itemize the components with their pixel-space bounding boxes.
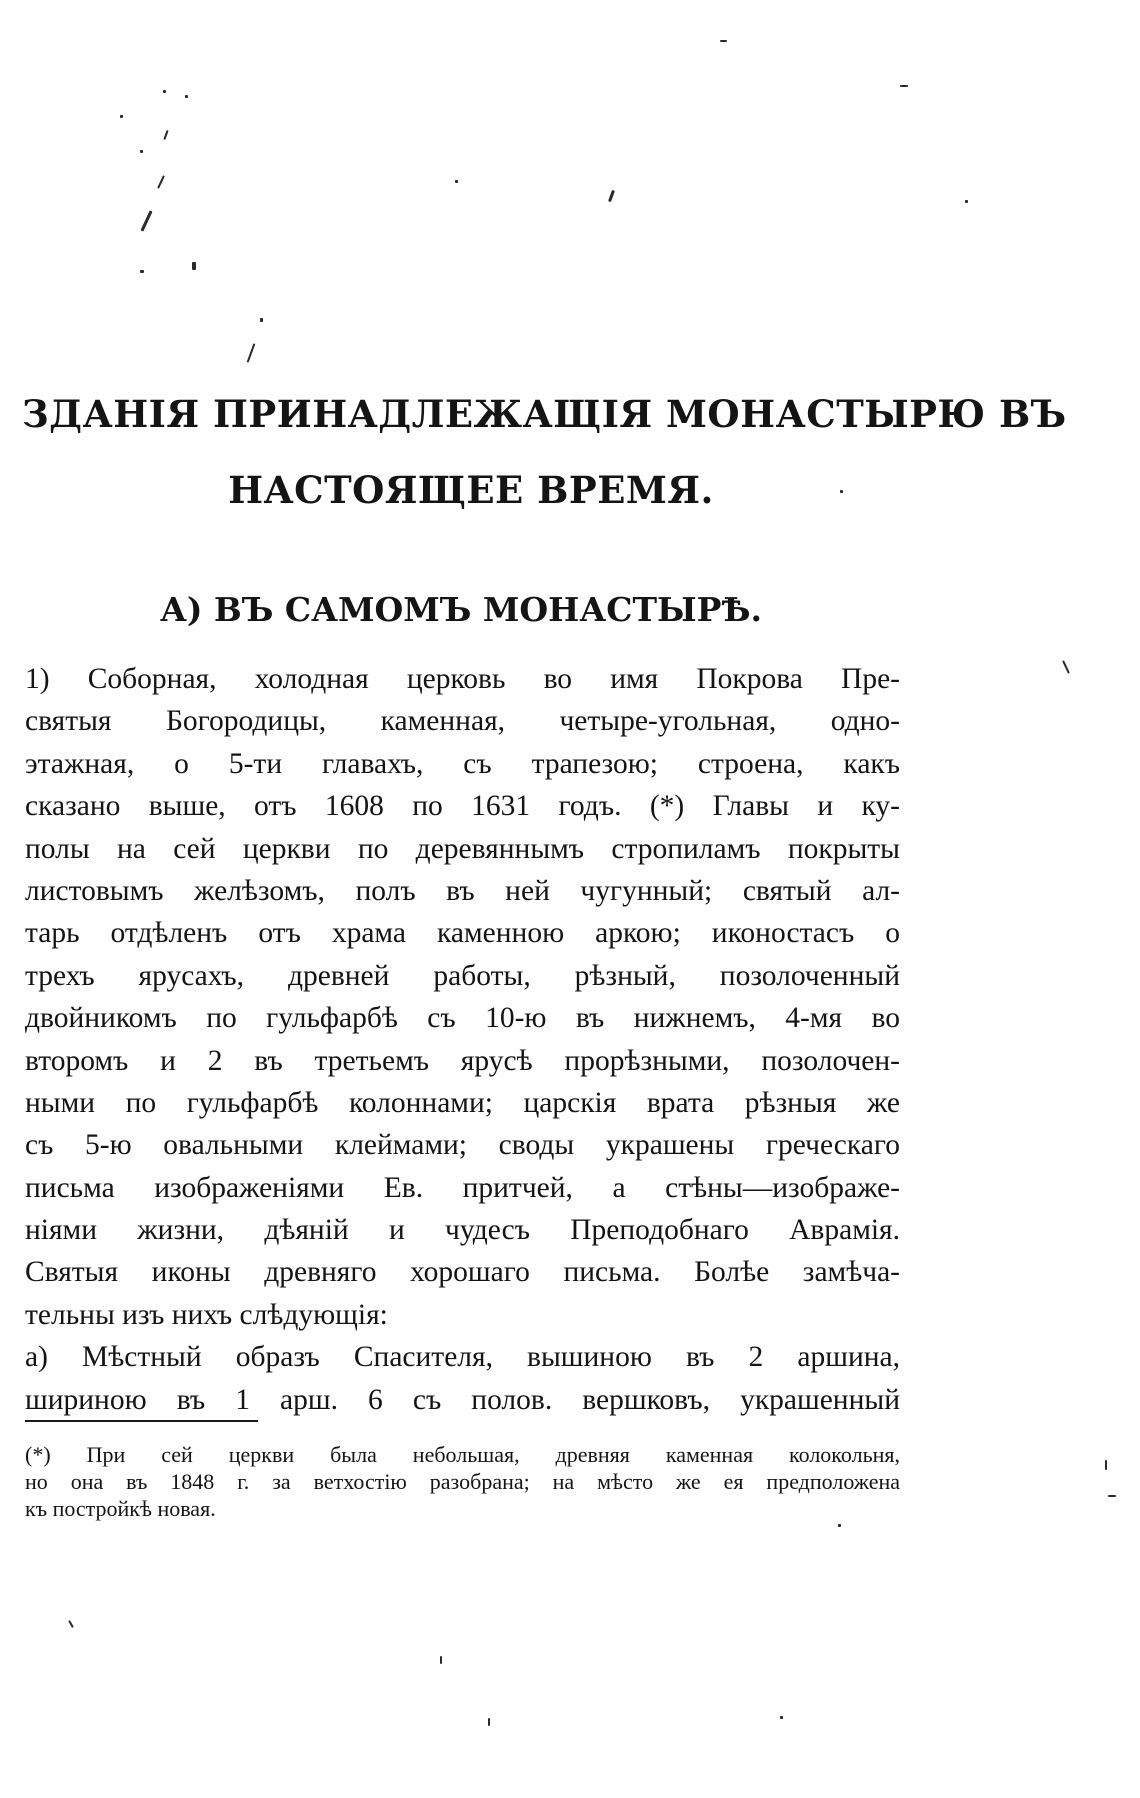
body-line: ніями жизни, дѣяній и чудесъ Преподобнаго Аврамія.: [25, 1214, 900, 1247]
body-line: листовымъ желѣзомъ, полъ въ ней чугунный; святый ал-: [25, 874, 900, 907]
section-heading: А) ВЪ САМОМЪ МОНАСТЫРѢ.: [159, 590, 763, 629]
body-line: тарь отдѣленъ отъ храма каменною аркою; иконостасъ о: [25, 917, 900, 950]
footnote-rule: [25, 1420, 258, 1422]
body-line: шириною въ 1 арш. 6 съ полов. вершковъ, украшенный: [25, 1383, 900, 1416]
body-line: этажная, о 5-ти главахъ, съ трапезою; строена, какъ: [25, 747, 900, 780]
body-line: двойникомъ по гульфарбѣ съ 10-ю въ нижнемъ, 4-мя во: [25, 1002, 900, 1035]
footnote-line: но она въ 1848 г. за ветхостію разобрана; на мѣсто же ея предположена: [25, 1469, 900, 1494]
chapter-title-line-2: НАСТОЯЩЕЕ ВРЕМЯ.: [228, 468, 714, 512]
footnote-line: (*) При сей церкви была небольшая, древняя каменная колокольня,: [25, 1442, 900, 1467]
body-line: святыя Богородицы, каменная, четыре-угольная, одно-: [25, 705, 900, 738]
body-line: тельны изъ нихъ слѣдующія:: [25, 1298, 388, 1331]
body-line: ными по гульфарбѣ колоннами; царскія врата рѣзныя же: [25, 1086, 900, 1119]
body-line: трехъ ярусахъ, древней работы, рѣзный, позолоченный: [25, 959, 900, 992]
footnote-line: къ постройкѣ новая.: [25, 1496, 216, 1521]
body-line: Святыя иконы древняго хорошаго письма. Болѣе замѣча-: [25, 1256, 900, 1289]
body-line: полы на сей церкви по деревяннымъ стропиламъ покрыты: [25, 832, 900, 865]
chapter-title-line-1: ЗДАНІЯ ПРИНАДЛЕЖАЩІЯ МОНАСТЫРЮ ВЪ: [22, 392, 1067, 436]
body-line: а) Мѣстный образъ Спасителя, вышиною въ 2 аршина,: [25, 1341, 900, 1374]
body-line: второмъ и 2 въ третьемъ ярусѣ прорѣзными, позолочен-: [25, 1044, 900, 1077]
body-line: письма изображеніями Ев. притчей, а стѣны—изображе-: [25, 1171, 900, 1204]
body-line: съ 5-ю овальными клеймами; своды украшены греческаго: [25, 1129, 900, 1162]
body-line: сказано выше, отъ 1608 по 1631 годъ. (*) Главы и ку-: [25, 790, 900, 823]
body-text: [25, 658, 900, 1421]
body-line: 1) Соборная, холодная церковь во имя Покрова Пре-: [25, 663, 900, 695]
footnote: [25, 1441, 900, 1522]
